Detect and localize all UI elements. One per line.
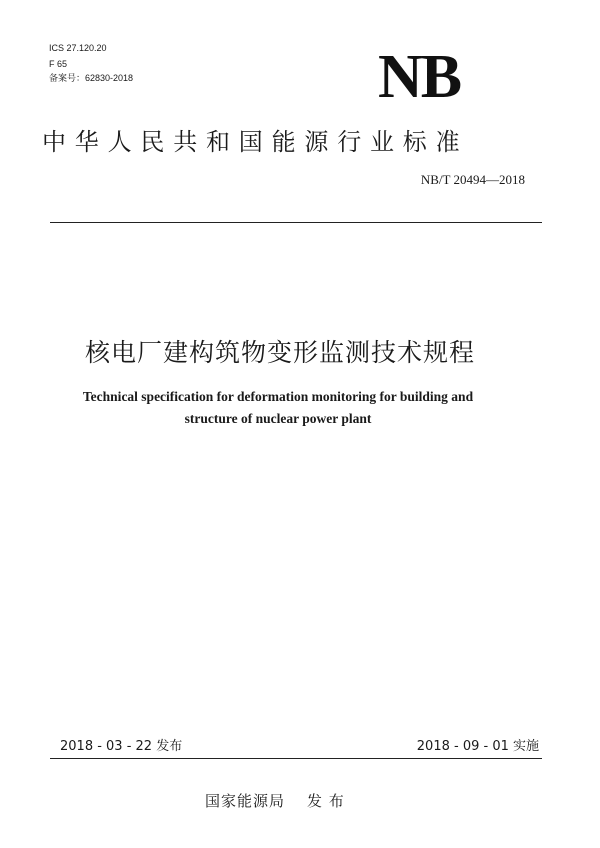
ics-code: ICS 27.120.20 xyxy=(49,43,107,53)
document-title-english-line2: structure of nuclear power plant xyxy=(184,411,372,426)
record-number: 备案号：62830-2018 xyxy=(49,73,134,83)
issuer-action: 发 布 xyxy=(307,792,345,810)
document-title-english-line1: Technical specification for deformation monitoring for building and xyxy=(82,389,474,404)
standard-type-heading: 中华人民共和国能源行业标准 xyxy=(42,128,469,156)
implementation-date: 2018 - 09 - 01 实施 xyxy=(416,739,539,754)
nb-logo: NB xyxy=(378,43,461,111)
footer-divider xyxy=(50,758,542,759)
header-divider xyxy=(50,222,542,223)
classification-code: F 65 xyxy=(49,59,68,69)
issuer-name: 国家能源局 xyxy=(205,792,286,810)
standard-number: NB/T 20494—2018 xyxy=(420,172,525,187)
document-title-chinese: 核电厂建构筑物变形监测技术规程 xyxy=(85,338,476,367)
issue-date: 2018 - 03 - 22 发布 xyxy=(60,739,183,754)
issuer xyxy=(205,791,345,811)
